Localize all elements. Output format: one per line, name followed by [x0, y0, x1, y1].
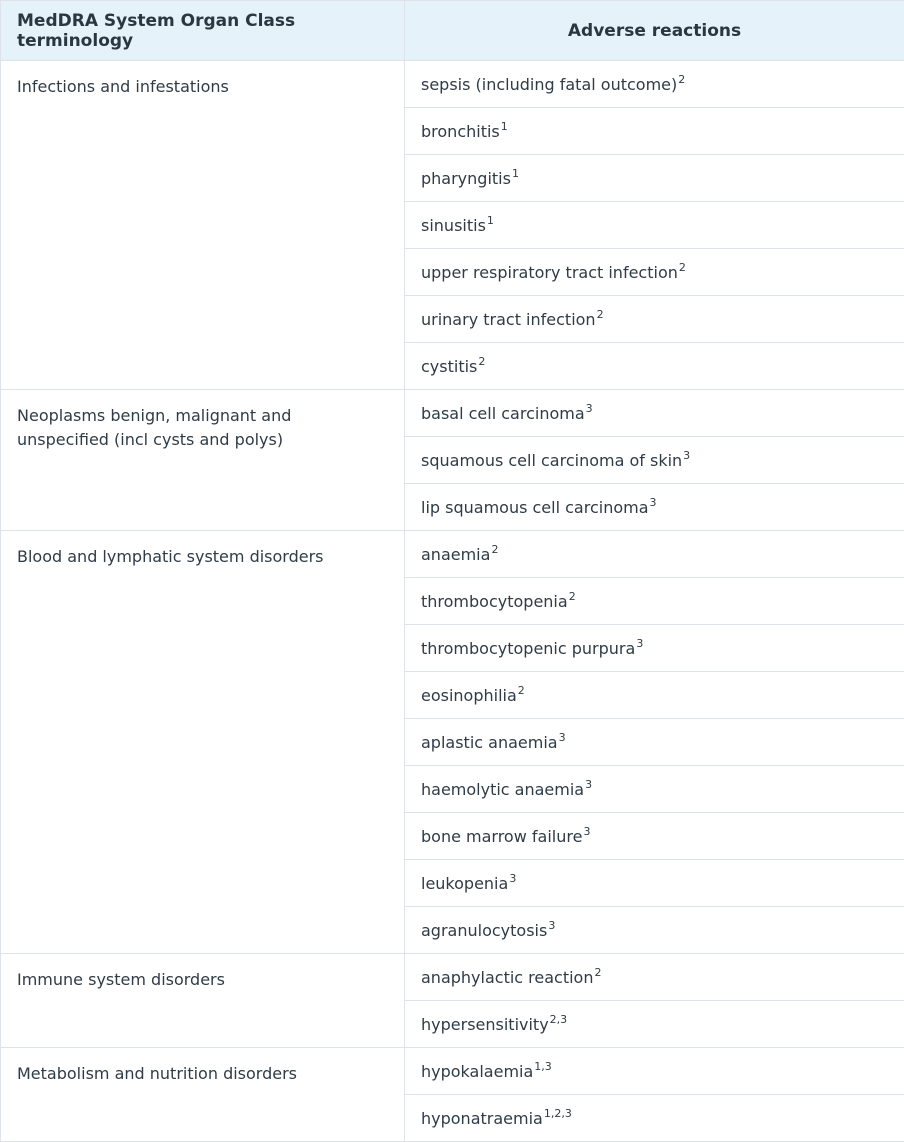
- footnote-ref: 3: [509, 872, 516, 885]
- reaction-name: hypokalaemia: [421, 1062, 533, 1081]
- reaction-name: bone marrow failure: [421, 827, 582, 846]
- footnote-ref: 1: [487, 214, 494, 227]
- footnote-ref: 1,3: [534, 1060, 552, 1073]
- reaction-cell: [405, 155, 904, 202]
- footnote-ref: 3: [636, 637, 643, 650]
- reaction-cell: [405, 61, 904, 108]
- reaction-cell: [405, 108, 904, 155]
- footnote-ref: 2: [594, 966, 601, 979]
- footnote-ref: 1: [501, 120, 508, 133]
- reaction-cell: [405, 860, 904, 907]
- reaction-name: urinary tract infection: [421, 310, 596, 329]
- reaction-name: squamous cell carcinoma of skin: [421, 451, 682, 470]
- reaction-cell: [405, 1001, 904, 1048]
- reaction-cell: [405, 719, 904, 766]
- reaction-name: leukopenia: [421, 874, 508, 893]
- footnote-ref: 3: [586, 402, 593, 415]
- footnote-ref: 2: [679, 261, 686, 274]
- reaction-cell: [405, 343, 904, 390]
- table-row: [1, 1048, 904, 1095]
- reaction-name: basal cell carcinoma: [421, 404, 585, 423]
- reaction-name: anaphylactic reaction: [421, 968, 593, 987]
- reaction-name: eosinophilia: [421, 686, 517, 705]
- footnote-ref: 3: [583, 825, 590, 838]
- footnote-ref: 2: [569, 590, 576, 603]
- reaction-name: thrombocytopenic purpura: [421, 639, 635, 658]
- table-body: [1, 61, 904, 1142]
- footnote-ref: 3: [548, 919, 555, 932]
- footnote-ref: 1,2,3: [544, 1107, 572, 1120]
- footnote-ref: 1: [512, 167, 519, 180]
- footnote-ref: 2: [491, 543, 498, 556]
- reaction-name: cystitis: [421, 357, 477, 376]
- reaction-cell: [405, 202, 904, 249]
- reaction-cell: [405, 625, 904, 672]
- reaction-name: thrombocytopenia: [421, 592, 568, 611]
- footnote-ref: 3: [585, 778, 592, 791]
- footnote-ref: 3: [559, 731, 566, 744]
- footnote-ref: 2,3: [550, 1013, 568, 1026]
- header-soc: MedDRA System Organ Class terminology: [1, 1, 405, 61]
- reaction-name: lip squamous cell carcinoma: [421, 498, 649, 517]
- reaction-name: sinusitis: [421, 216, 486, 235]
- reaction-name: aplastic anaemia: [421, 733, 558, 752]
- reaction-cell: [405, 390, 904, 437]
- reaction-name: pharyngitis: [421, 169, 511, 188]
- header-row: [1, 1, 904, 61]
- reaction-cell: [405, 1048, 904, 1095]
- reaction-name: haemolytic anaemia: [421, 780, 584, 799]
- table-row: [1, 954, 904, 1001]
- reaction-name: bronchitis: [421, 122, 500, 141]
- footnote-ref: 3: [650, 496, 657, 509]
- reaction-name: anaemia: [421, 545, 490, 564]
- soc-cell: Immune system disorders: [1, 954, 405, 1048]
- header-adverse-reactions: Adverse reactions: [405, 1, 904, 61]
- table-row: [1, 61, 904, 108]
- footnote-ref: 3: [683, 449, 690, 462]
- reaction-cell: [405, 1095, 904, 1142]
- reaction-cell: [405, 296, 904, 343]
- reaction-cell: [405, 954, 904, 1001]
- reaction-name: upper respiratory tract infection: [421, 263, 678, 282]
- reaction-cell: [405, 437, 904, 484]
- soc-cell: Blood and lymphatic system disorders: [1, 531, 405, 954]
- reaction-cell: [405, 813, 904, 860]
- reaction-cell: [405, 531, 904, 578]
- soc-cell: Metabolism and nutrition disorders: [1, 1048, 405, 1142]
- reaction-cell: [405, 578, 904, 625]
- reaction-name: hyponatraemia: [421, 1109, 543, 1128]
- footnote-ref: 2: [597, 308, 604, 321]
- reaction-cell: [405, 672, 904, 719]
- reaction-name: agranulocytosis: [421, 921, 547, 940]
- reaction-name: hypersensitivity: [421, 1015, 549, 1034]
- reaction-cell: [405, 766, 904, 813]
- table-row: [1, 390, 904, 437]
- footnote-ref: 2: [518, 684, 525, 697]
- reaction-cell: [405, 249, 904, 296]
- table-row: [1, 531, 904, 578]
- soc-cell: Neoplasms benign, malignant and unspecified (incl cysts and polys): [1, 390, 405, 531]
- footnote-ref: 2: [678, 73, 685, 86]
- reaction-cell: [405, 484, 904, 531]
- reaction-cell: [405, 907, 904, 954]
- footnote-ref: 2: [478, 355, 485, 368]
- soc-cell: Infections and infestations: [1, 61, 405, 390]
- reaction-name: sepsis (including fatal outcome): [421, 75, 677, 94]
